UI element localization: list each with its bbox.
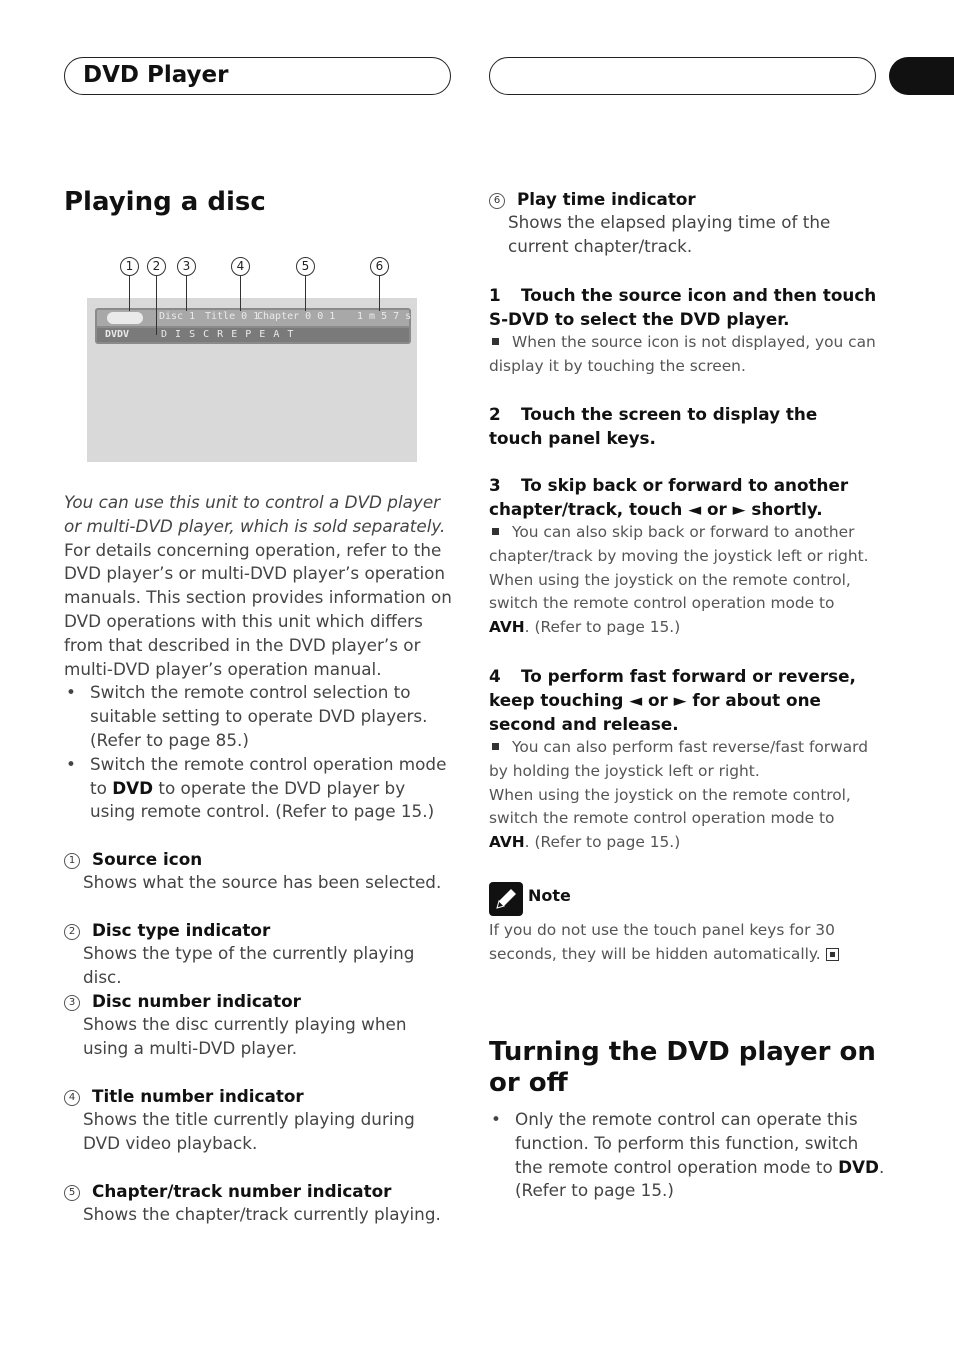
leader-line-5 <box>305 275 306 311</box>
extra-bold: AVH <box>489 833 525 852</box>
bullet2-post: to operate the DVD player by using remote control. (Refer to page 15.) <box>90 777 435 822</box>
extra-pre: When using the joystick on the remote control, switch the remote control operation mode to <box>489 570 851 613</box>
step-4 <box>489 664 884 855</box>
note-label: Note <box>528 886 571 905</box>
item-title: Disc number indicator <box>92 991 301 1011</box>
extra-post: . (Refer to page 15.) <box>524 618 681 637</box>
square-bullet-icon <box>492 338 499 345</box>
step-extra <box>489 569 874 640</box>
step-number: 1 <box>489 285 501 305</box>
bullet-pre: Only the remote control can operate this function. To perform this function, switch the remote control operation mode to <box>515 1109 859 1177</box>
extra-post: . (Refer to page 15.) <box>524 833 681 852</box>
end-square-icon <box>826 948 839 961</box>
header-left-pill <box>64 57 451 95</box>
item-title: Title number indicator <box>92 1086 304 1106</box>
extra-bold: AVH <box>489 618 525 637</box>
item-desc: Shows the disc currently playing when using a multi-DVD player. <box>83 1014 407 1058</box>
display-bar <box>95 308 411 344</box>
display-disc-type: DVDV <box>105 329 130 340</box>
item-title: Chapter/track number indicator <box>92 1181 392 1201</box>
step-title: To perform fast forward or reverse, keep touching ◄ or ► for about one second and release. <box>489 666 856 734</box>
step-note <box>489 521 874 569</box>
display-repeat-text: D I S C R E P E A T <box>161 329 295 340</box>
bullet-bold: DVD <box>838 1156 879 1177</box>
indicator-item-6 <box>489 188 874 259</box>
item-desc: Shows what the source has been selected. <box>83 872 442 892</box>
step-title: Touch the screen to display the touch panel keys. <box>489 404 818 448</box>
note-pencil-icon <box>489 882 523 916</box>
step-number: 2 <box>489 404 501 424</box>
display-play-time: 1 m 5 7 s <box>357 311 412 322</box>
leader-line-1 <box>129 275 130 311</box>
step-note <box>489 331 879 379</box>
leader-line-4 <box>240 275 241 311</box>
square-bullet-icon <box>492 528 499 535</box>
display-screenshot <box>87 298 417 462</box>
source-icon <box>107 312 143 324</box>
step-title: To skip back or forward to another chapter/track, touch ◄ or ► shortly. <box>489 475 849 519</box>
item-desc: Shows the type of the currently playing disc. <box>83 943 415 987</box>
step-note-text: You can also skip back or forward to another chapter/track by moving the joystick left or right. <box>489 523 869 565</box>
extra-pre: When using the joystick on the remote control, switch the remote control operation mode to <box>489 785 851 828</box>
item-title: Disc type indicator <box>92 920 271 940</box>
item-number: 3 <box>64 995 80 1011</box>
item-desc: Shows the elapsed playing time of the current chapter/track. <box>508 212 831 256</box>
page-header-title: DVD Player <box>83 62 229 88</box>
display-chapter-number: Chapter 0 0 1 <box>257 311 336 322</box>
bullet-remote-mode <box>64 753 454 824</box>
display-title-number: Title 0 1 <box>205 311 260 322</box>
note-text <box>489 919 874 967</box>
callout-6: 6 <box>370 257 389 276</box>
indicator-item-3 <box>64 990 454 1061</box>
step-title: Touch the source icon and then touch S-DVD to select the DVD player. <box>489 285 877 329</box>
callout-2: 2 <box>147 257 166 276</box>
indicator-item-1 <box>64 848 454 895</box>
item-desc: Shows the chapter/track currently playing. <box>83 1204 441 1224</box>
indicator-item-2 <box>64 919 454 990</box>
indicator-item-5 <box>64 1180 454 1227</box>
bullet2-bold: DVD <box>112 777 154 798</box>
item-number: 2 <box>64 924 80 940</box>
item-number: 4 <box>64 1090 80 1106</box>
item-number: 5 <box>64 1185 80 1201</box>
intro-italic: You can use this unit to control a DVD player or multi-DVD player, which is sold separately. <box>64 492 446 536</box>
section-title-playing-disc: Playing a disc <box>64 187 266 217</box>
step-note <box>489 736 884 784</box>
step-1 <box>489 283 879 379</box>
item-number: 6 <box>489 193 505 209</box>
bullet-post: . (Refer to page 15.) <box>515 1156 885 1201</box>
header-right-pill <box>489 57 876 95</box>
left-body-text <box>64 491 454 824</box>
callout-3: 3 <box>177 257 196 276</box>
leader-line-2 <box>156 275 157 335</box>
callout-1: 1 <box>120 257 139 276</box>
intro-body: For details concerning operation, refer to the DVD player’s or multi-DVD player’s operation manuals. This section provides information on DVD operations with this unit which differs from that described in the DVD player’s or multi-DVD player’s operation manual. <box>64 539 452 679</box>
step-3 <box>489 473 874 640</box>
leader-line-3 <box>186 275 187 311</box>
display-disc-number: Disc 1 <box>159 311 196 322</box>
callout-4: 4 <box>231 257 250 276</box>
section-tab <box>889 57 954 95</box>
bullet-remote-selection: • Switch the remote control selection to suitable setting to operate DVD players. (Refer to page 85.) <box>64 681 454 752</box>
item-title: Source icon <box>92 849 203 869</box>
step-number: 4 <box>489 666 501 686</box>
leader-line-6 <box>379 275 380 311</box>
note-text-content: If you do not use the touch panel keys for 30 seconds, they will be hidden automatically. <box>489 921 835 963</box>
callout-5: 5 <box>296 257 315 276</box>
bullet-remote-only <box>489 1108 885 1203</box>
bullet2-pre: Switch the remote control operation mode to <box>90 753 447 798</box>
item-title: Play time indicator <box>517 189 696 209</box>
step-number: 3 <box>489 475 501 495</box>
section-title-turning-on-off: Turning the DVD player on or off <box>489 1037 876 1098</box>
square-bullet-icon <box>492 743 499 750</box>
step-note-text: You can also perform fast reverse/fast forward by holding the joystick left or right. <box>489 738 868 780</box>
item-number: 1 <box>64 853 80 869</box>
indicator-item-4 <box>64 1085 454 1156</box>
step-note-text: When the source icon is not displayed, you can display it by touching the screen. <box>489 333 876 375</box>
item-desc: Shows the title currently playing during DVD video playback. <box>83 1109 415 1153</box>
step-extra <box>489 784 869 855</box>
step-2 <box>489 402 859 450</box>
